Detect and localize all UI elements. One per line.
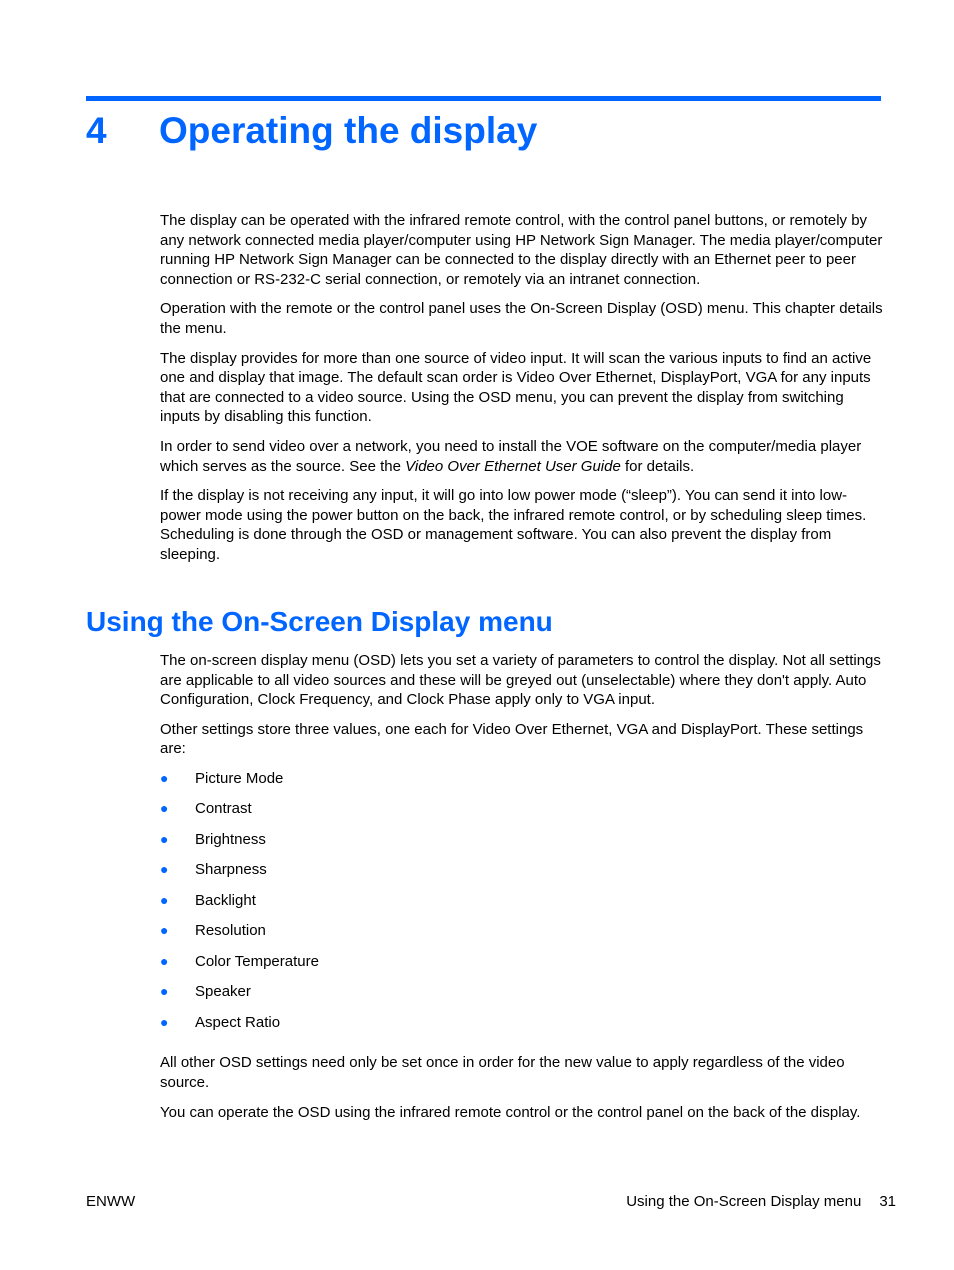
- bullet-icon: ●: [160, 800, 169, 817]
- chapter-title-text: Operating the display: [159, 110, 538, 151]
- intro-paragraph-2: Operation with the remote or the control panel uses the On-Screen Display (OSD) menu. This chapter details the menu.: [160, 300, 883, 337]
- intro-paragraph-3: The display provides for more than one source of video input. It will scan the various inputs to find an active one and display that image. The default scan order is Video Over Ethernet, DisplayPort, VGA for any inputs that are connected to a video source. Using the OSD menu, you can prevent the display from switching inputs by disabling this function.: [160, 349, 872, 426]
- bullet-icon: ●: [160, 983, 169, 1000]
- guide-title: Video Over Ethernet User Guide: [405, 457, 621, 475]
- list-item: [160, 799, 885, 830]
- list-item-label: Sharpness: [195, 861, 267, 879]
- section-paragraph-3: All other OSD settings need only be set once in order for the new value to apply regardless of the video source.: [160, 1054, 845, 1092]
- intro-paragraph-5: If the display is not receiving any input, it will go into low power mode (“sleep”). You can send it into low-power mode using the power button on the back, the infrared remote control, or by scheduling sleep times. Scheduling is done through the OSD or management software. You can also prevent the display from sleeping.: [160, 487, 867, 563]
- chapter-rule: [86, 96, 881, 101]
- list-item: [160, 860, 885, 891]
- chapter-number: 4: [86, 110, 107, 151]
- section-body: [160, 651, 885, 1132]
- section-paragraph-1: The on-screen display menu (OSD) lets you set a variety of parameters to control the display. Not all settings are applicable to all video sources and these will be greyed out (unselectable) where they don't apply. Auto Configuration, Clock Frequency, and Clock Phase apply only to VGA input.: [160, 652, 881, 709]
- bullet-icon: ●: [160, 891, 169, 908]
- list-item: [160, 1013, 885, 1044]
- page-number: 31: [879, 1193, 896, 1210]
- intro-p4-text-b: for details.: [620, 457, 695, 475]
- list-item-label: Resolution: [195, 922, 266, 940]
- bullet-icon: ●: [160, 922, 169, 939]
- list-item: [160, 891, 885, 922]
- intro-body: [160, 211, 885, 575]
- bullet-icon: ●: [160, 861, 169, 878]
- section-title: Using the On-Screen Display menu: [86, 606, 553, 637]
- footer-running-title: [626, 1192, 896, 1211]
- list-item: [160, 921, 885, 952]
- bullet-icon: ●: [160, 1013, 169, 1030]
- settings-list: [160, 769, 885, 1044]
- list-item-label: Backlight: [195, 891, 256, 909]
- footer-label: ENWW: [86, 1193, 136, 1210]
- list-item-label: Picture Mode: [195, 769, 284, 787]
- list-item-label: Speaker: [195, 983, 251, 1001]
- list-item: [160, 952, 885, 983]
- bullet-icon: ●: [160, 769, 169, 786]
- list-item-label: Contrast: [195, 800, 252, 818]
- bullet-icon: ●: [160, 830, 169, 847]
- list-item: [160, 769, 885, 800]
- bullet-icon: ●: [160, 952, 169, 969]
- list-item: [160, 830, 885, 861]
- section-paragraph-4: You can operate the OSD using the infrared remote control or the control panel on the back of the display.: [160, 1103, 861, 1121]
- section-paragraph-2: Other settings store three values, one each for Video Over Ethernet, VGA and DisplayPort. These settings are:: [160, 720, 864, 758]
- chapter-title: [86, 105, 537, 157]
- footer-section-name: Using the On-Screen Display menu: [626, 1193, 862, 1210]
- list-item-label: Aspect Ratio: [195, 1013, 281, 1031]
- intro-paragraph-4: [160, 437, 885, 476]
- list-item-label: Brightness: [195, 830, 266, 848]
- intro-p4-text-a: In order to send video over a network, you need to install the VOE software on the computer/media player which serves as the source. See the: [160, 437, 862, 475]
- list-item: [160, 982, 885, 1013]
- intro-paragraph-1: The display can be operated with the infrared remote control, with the control panel buttons, or remotely by any network connected media player/computer using HP Network Sign Manager. The media player/computer running HP Network Sign Manager can be connected to the display directly with an Ethernet peer to peer connection or RS-232-C serial connection, or remotely via an intranet connection.: [160, 212, 883, 288]
- list-item-label: Color Temperature: [195, 952, 319, 970]
